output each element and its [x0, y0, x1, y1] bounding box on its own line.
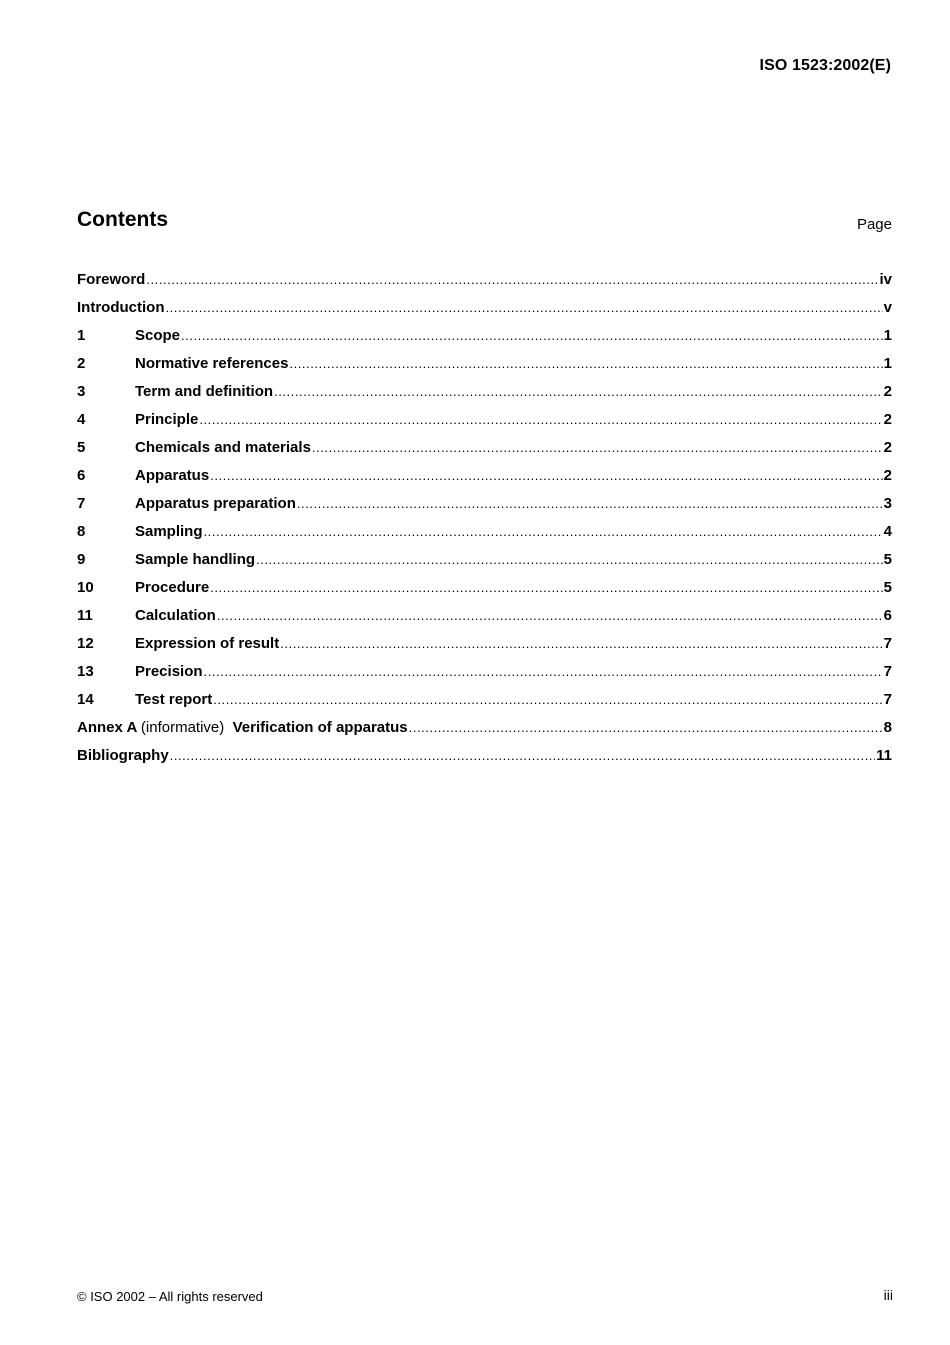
toc-entry-number: 12: [77, 635, 94, 652]
toc-leader-dots: [297, 490, 883, 518]
toc-entry-introduction[interactable]: [77, 294, 892, 322]
toc-leader-dots: [199, 406, 882, 434]
toc-entry-title: Sampling: [135, 523, 203, 540]
toc-entry-chemicals-and-materials[interactable]: [77, 434, 892, 462]
toc-entry-page: 5: [883, 579, 892, 596]
toc-entry-title: Principle: [135, 411, 199, 428]
toc-leader-dots: [274, 378, 883, 406]
toc-entry-number: 5: [77, 439, 86, 456]
toc-entry-page: 4: [883, 523, 892, 540]
toc-entry-page: 5: [883, 551, 892, 568]
toc-entry-principle[interactable]: [77, 406, 892, 434]
toc-entry-page: 7: [883, 635, 892, 652]
toc-leader-dots: [289, 350, 882, 378]
annex-label: Annex A: [77, 719, 137, 736]
toc-entry-test-report[interactable]: [77, 686, 892, 714]
toc-entry-number: 14: [77, 691, 94, 708]
toc-leader-dots: [170, 742, 875, 769]
toc-entry-normative-references[interactable]: [77, 350, 892, 378]
toc-entry-page: 3: [883, 495, 892, 512]
toc-entry-number: 13: [77, 663, 94, 680]
toc-entry-procedure[interactable]: [77, 574, 892, 602]
annex-title: Verification of apparatus: [232, 719, 408, 736]
toc-entry-page: 8: [883, 719, 892, 736]
toc-entry-title: Bibliography: [77, 747, 169, 764]
toc-entry-number: 4: [77, 411, 86, 428]
copyright-notice: © ISO 2002 – All rights reserved: [77, 1289, 263, 1304]
toc-entry-title: Precision: [135, 663, 203, 680]
toc-entry-precision[interactable]: [77, 658, 892, 686]
toc-entry-page: iv: [879, 271, 892, 288]
toc-entry-number: 11: [77, 607, 93, 624]
toc-entry-page: v: [883, 299, 892, 316]
toc-entry-sample-handling[interactable]: [77, 546, 892, 574]
toc-entry-title: Test report: [135, 691, 213, 708]
toc-entry-title: [77, 714, 408, 742]
toc-entry-number: 9: [77, 551, 86, 568]
toc-entry-scope[interactable]: [77, 322, 892, 350]
toc-entry-page: 7: [883, 691, 892, 708]
toc-leader-dots: [210, 574, 882, 602]
toc-entry-title: Calculation: [135, 607, 216, 624]
annex-note: (informative): [140, 719, 225, 736]
toc-entry-title: Term and definition: [135, 383, 274, 400]
toc-entry-number: 7: [77, 495, 86, 512]
contents-title: Contents: [77, 208, 168, 231]
toc-entry-title: Normative references: [135, 355, 289, 372]
toc-leader-dots: [204, 658, 883, 686]
toc-entry-title: Sample handling: [135, 551, 256, 568]
toc-entry-number: 1: [77, 327, 86, 344]
toc-entry-title: Expression of result: [135, 635, 280, 652]
toc-entry-number: 10: [77, 579, 94, 596]
contents-header: [77, 208, 892, 238]
document-id: ISO 1523:2002(E): [759, 57, 891, 74]
toc-entry-page: 1: [883, 327, 892, 344]
toc-leader-dots: [217, 602, 883, 630]
toc-leader-dots: [409, 714, 883, 742]
toc-entry-title: Chemicals and materials: [135, 439, 311, 456]
toc-entry-title: Introduction: [77, 299, 165, 316]
toc-entry-bibliography[interactable]: [77, 742, 892, 769]
toc-entry-page: 6: [883, 607, 892, 624]
toc-leader-dots: [256, 546, 883, 574]
toc-entry-page: 2: [883, 411, 892, 428]
toc-leader-dots: [165, 294, 882, 322]
toc-entry-annex-a[interactable]: [77, 714, 892, 742]
toc-leader-dots: [204, 518, 883, 546]
page-number: iii: [883, 1287, 893, 1303]
toc-leader-dots: [213, 686, 882, 714]
toc-entry-page: 2: [883, 439, 892, 456]
toc-leader-dots: [146, 266, 878, 294]
toc-entry-foreword[interactable]: [77, 266, 892, 294]
table-of-contents: [77, 266, 892, 769]
toc-leader-dots: [312, 434, 883, 462]
toc-entry-term-and-definition[interactable]: [77, 378, 892, 406]
toc-entry-page: 2: [883, 383, 892, 400]
toc-entry-title: Apparatus preparation: [135, 495, 296, 512]
toc-entry-apparatus-preparation[interactable]: [77, 490, 892, 518]
toc-entry-expression-of-result[interactable]: [77, 630, 892, 658]
toc-entry-title: Procedure: [135, 579, 210, 596]
toc-entry-page: 11: [876, 747, 892, 764]
toc-leader-dots: [210, 462, 882, 490]
toc-entry-title: Apparatus: [135, 467, 210, 484]
toc-entry-title: Scope: [135, 327, 181, 344]
toc-entry-calculation[interactable]: [77, 602, 892, 630]
toc-entry-number: 8: [77, 523, 86, 540]
toc-entry-page: 1: [883, 355, 892, 372]
toc-entry-number: 6: [77, 467, 86, 484]
page-column-label: Page: [856, 216, 892, 233]
toc-entry-number: 2: [77, 355, 86, 372]
toc-entry-page: 2: [883, 467, 892, 484]
toc-entry-number: 3: [77, 383, 86, 400]
toc-entry-sampling[interactable]: [77, 518, 892, 546]
toc-leader-dots: [181, 322, 883, 350]
toc-leader-dots: [280, 630, 882, 658]
toc-entry-apparatus[interactable]: [77, 462, 892, 490]
toc-entry-page: 7: [883, 663, 892, 680]
toc-entry-title: Foreword: [77, 271, 146, 288]
